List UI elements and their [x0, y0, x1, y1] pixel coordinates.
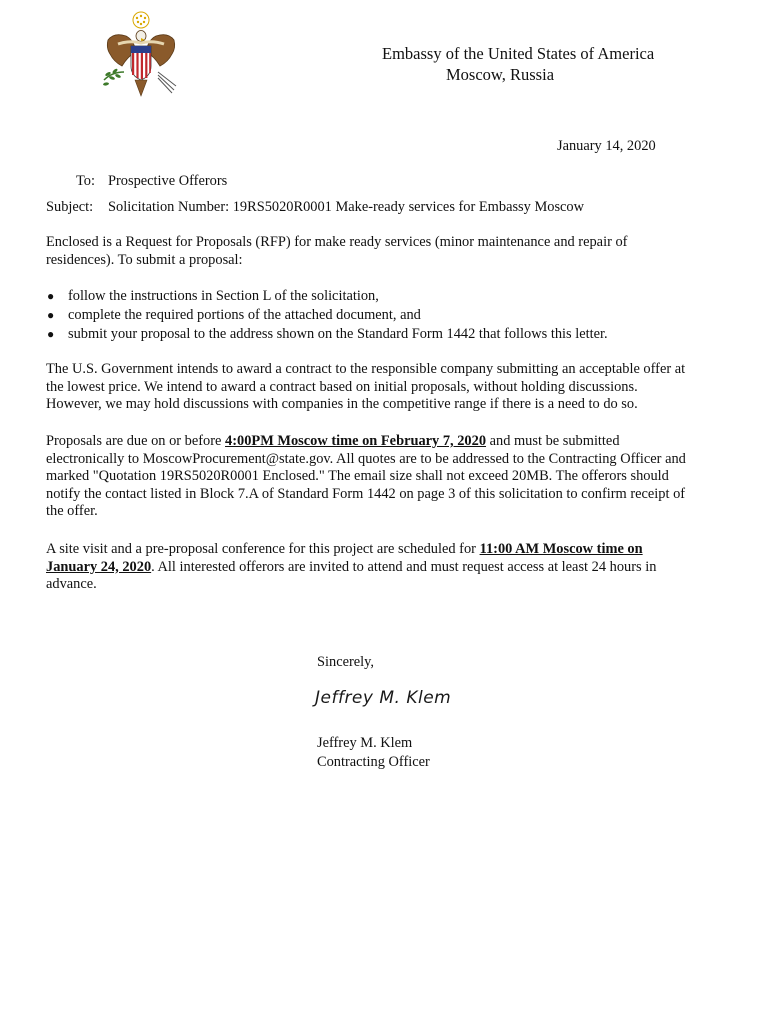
government-paragraph-line: the lowest price. We intend to award a contract based on initial proposals, without holding discussions.: [46, 378, 638, 395]
government-paragraph-line: The U.S. Government intends to award a contract to the responsible company submitting an acceptable offer at: [46, 361, 686, 377]
due-paragraph-line: marked "Quotation 19RS5020R0001 Enclosed." The email size shall not exceed 20MB. The offerors should: [46, 468, 669, 485]
site-visit-paragraph-line: January 24, 2020. All interested offerors are invited to attend and must request access at least 24 hours in: [46, 558, 657, 575]
due-paragraph-line: Proposals are due on or before 4:00PM Moscow time on February 7, 2020 and must be submitted: [46, 433, 620, 449]
letterhead-embassy-name: Embassy of the United States of America: [382, 44, 655, 63]
deadline-text: 4:00PM Moscow time on February 7, 2020: [225, 433, 487, 449]
list-item: ● complete the required portions of the attached document, and: [47, 307, 421, 323]
due-paragraph: [46, 433, 726, 521]
closing: Sincerely,: [317, 654, 375, 670]
letterhead: [360, 43, 700, 85]
to-line: [46, 173, 726, 191]
bullet-icon: ●: [47, 289, 55, 303]
list-item: ● submit your proposal to the address shown on the Standard Form 1442 that follows this letter.: [47, 326, 608, 342]
enclosed-paragraph-line: Enclosed is a Request for Proposals (RFP) for make ready services (minor maintenance and repair of: [46, 234, 628, 250]
due-paragraph-line: electronically to MoscowProcurement@state.gov. All quotes are to be addressed to the Contracting Officer and: [46, 450, 686, 467]
enclosed-paragraph: [46, 234, 726, 269]
site-visit-paragraph: [46, 541, 726, 594]
signer-name: Jeffrey M. Klem: [317, 735, 413, 751]
government-paragraph: [46, 361, 726, 414]
government-paragraph-line: However, we may hold discussions with companies in the competitive range if there is a need to do so.: [46, 396, 638, 413]
bullet-icon: ●: [47, 327, 55, 341]
site-visit-time: 11:00 AM Moscow time on: [479, 541, 643, 557]
site-visit-paragraph-line: A site visit and a pre-proposal conference for this project are scheduled for 11:00 AM Moscow time on: [46, 541, 643, 557]
enclosed-paragraph-line: residences). To submit a proposal:: [46, 251, 243, 268]
great-seal-eagle-icon: [100, 10, 182, 100]
site-visit-date: January 24, 2020: [46, 558, 152, 575]
handwritten-signature: Jeffrey M. Klem: [315, 688, 452, 708]
signer-block: [317, 734, 430, 772]
signer-title: Contracting Officer: [317, 754, 430, 770]
due-paragraph-line: notify the contact listed in Block 7.A of Standard Form 1442 on page 3 of this solicitation to confirm receipt of: [46, 485, 686, 502]
site-visit-paragraph-line: advance.: [46, 576, 97, 593]
subject-line: [46, 199, 736, 217]
to-value: Prospective Offerors: [108, 173, 228, 189]
bullet-icon: ●: [47, 308, 55, 322]
instructions-list: [46, 288, 726, 345]
letter-date: January 14, 2020: [557, 138, 656, 154]
subject-label: Subject:: [46, 199, 94, 215]
list-item: ● follow the instructions in Section L of the solicitation,: [47, 288, 379, 304]
due-paragraph-line: the offer.: [46, 503, 98, 520]
subject-value: Solicitation Number: 19RS5020R0001 Make-ready services for Embassy Moscow: [108, 199, 585, 215]
letterhead-city: Moscow, Russia: [446, 65, 555, 84]
to-label: To:: [76, 173, 95, 189]
